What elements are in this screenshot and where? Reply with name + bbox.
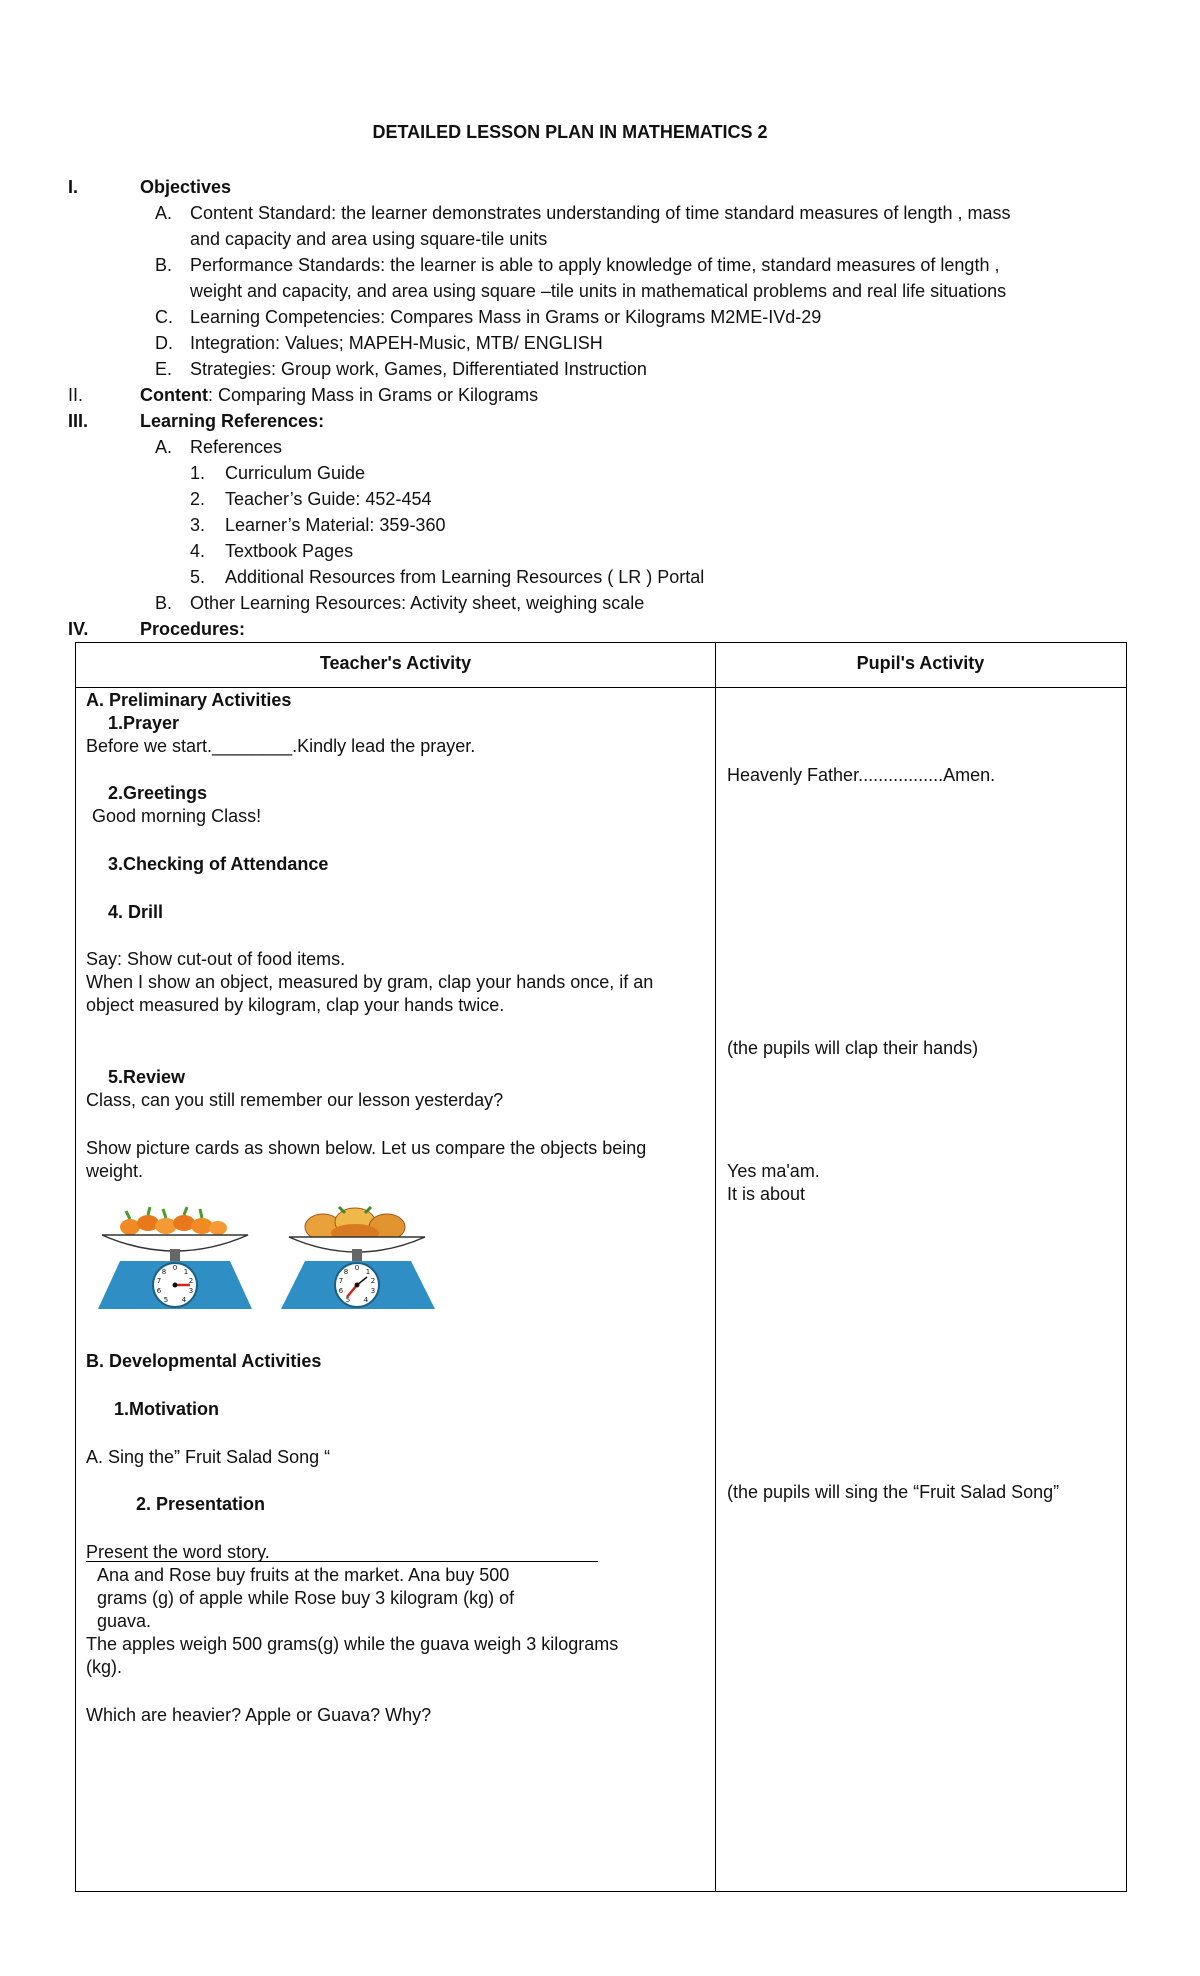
pupil-activity-header: Pupil's Activity	[856, 653, 985, 673]
pupil-clap-response: (the pupils will clap their hands)	[727, 1038, 979, 1058]
reference-item-text: Teacher’s Guide: 452-454	[225, 489, 432, 509]
svg-text:8: 8	[161, 1268, 167, 1276]
drill-heading: 4. Drill	[108, 902, 164, 922]
svg-text:3: 3	[188, 1287, 194, 1295]
svg-text:0: 0	[172, 1264, 178, 1272]
prayer-heading: 1.Prayer	[108, 713, 180, 733]
weigh-text-2: (kg).	[86, 1657, 122, 1677]
reference-item-text: Additional Resources from Learning Resources ( LR ) Portal	[225, 567, 705, 587]
pupil-about-response: It is about	[727, 1184, 806, 1204]
carrots-icon	[120, 1207, 227, 1235]
word-story-heading: Present the word story.	[86, 1542, 270, 1562]
reference-item-text: Curriculum Guide	[225, 463, 366, 483]
svg-text:1: 1	[183, 1268, 189, 1276]
svg-text:6: 6	[156, 1287, 162, 1295]
presentation-heading: 2. Presentation	[136, 1494, 266, 1514]
carrot-weighing-scale-image	[90, 1205, 260, 1315]
svg-text:3: 3	[370, 1287, 376, 1295]
picture-cards-text-2: weight.	[86, 1161, 144, 1181]
section-number-2: II.	[68, 385, 84, 405]
reference-item-text: Textbook Pages	[225, 541, 354, 561]
column-divider	[715, 643, 716, 1891]
review-heading: 5.Review	[108, 1067, 186, 1087]
objective-d-text: Integration: Values; MAPEH-Music, MTB/ ENGLISH	[190, 333, 603, 353]
svg-text:7: 7	[156, 1277, 162, 1285]
svg-text:8: 8	[343, 1268, 349, 1276]
reference-item-number: 4.	[190, 541, 206, 561]
svg-text:0: 0	[354, 1264, 360, 1272]
objective-e-label: E.	[155, 359, 173, 379]
section-number-4: IV.	[68, 619, 89, 639]
section-number-3: III.	[68, 411, 89, 431]
svg-text:6: 6	[338, 1287, 344, 1295]
svg-text:5: 5	[345, 1296, 351, 1304]
objective-c-text: Learning Competencies: Compares Mass in Grams or Kilograms M2ME-IVd-29	[190, 307, 822, 327]
header-divider	[76, 687, 1126, 688]
reference-item-number: 2.	[190, 489, 206, 509]
document-title: DETAILED LESSON PLAN IN MATHEMATICS 2	[372, 122, 768, 142]
references-b-label: B.	[155, 593, 173, 613]
references-a-text: References	[190, 437, 283, 457]
teacher-activity-header: Teacher's Activity	[319, 653, 472, 673]
references-b-text: Other Learning Resources: Activity sheet, weighing scale	[190, 593, 645, 613]
picture-cards-text-1: Show picture cards as shown below. Let us compare the objects being	[86, 1138, 647, 1158]
reference-item-text: Learner’s Material: 359-360	[225, 515, 446, 535]
references-a-label: A.	[155, 437, 173, 457]
pupil-sing-response: (the pupils will sing the “Fruit Salad Song”	[727, 1482, 1060, 1502]
greetings-heading: 2.Greetings	[108, 783, 208, 803]
review-text: Class, can you still remember our lesson yesterday?	[86, 1090, 504, 1110]
reference-item-number: 3.	[190, 515, 206, 535]
svg-text:5: 5	[163, 1296, 169, 1304]
story-underline	[86, 1561, 598, 1562]
reference-item-number: 1.	[190, 463, 206, 483]
prayer-text: Before we start.________.Kindly lead the prayer.	[86, 736, 476, 756]
svg-text:4: 4	[363, 1296, 369, 1304]
pupil-prayer-response: Heavenly Father.................Amen.	[727, 765, 996, 785]
drill-text-3: object measured by kilogram, clap your hands twice.	[86, 995, 505, 1015]
objective-a-label: A.	[155, 203, 173, 223]
preliminary-activities-heading: A. Preliminary Activities	[86, 690, 292, 710]
svg-text:1: 1	[365, 1268, 371, 1276]
greetings-text: Good morning Class!	[92, 806, 262, 826]
guava-weighing-scale-image	[275, 1205, 440, 1315]
objective-d-label: D.	[155, 333, 173, 353]
reference-item-number: 5.	[190, 567, 206, 587]
objectives-heading: Objectives	[140, 177, 232, 197]
story-line-2: grams (g) of apple while Rose buy 3 kilogram (kg) of	[97, 1588, 515, 1608]
pupil-yes-response: Yes ma'am.	[727, 1161, 820, 1181]
content-text: : Comparing Mass in Grams or Kilograms	[207, 385, 539, 405]
content-heading: Content	[140, 385, 208, 405]
procedures-heading: Procedures:	[140, 619, 246, 639]
svg-text:2: 2	[188, 1277, 194, 1285]
story-line-3: guava.	[97, 1611, 152, 1631]
objective-c-label: C.	[155, 307, 173, 327]
section-number-1: I.	[68, 177, 79, 197]
attendance-heading: 3.Checking of Attendance	[108, 854, 329, 874]
story-line-1: Ana and Rose buy fruits at the market. Ana buy 500	[97, 1565, 510, 1585]
motivation-text: A. Sing the” Fruit Salad Song “	[86, 1447, 331, 1467]
references-heading: Learning References:	[140, 411, 325, 431]
motivation-heading: 1.Motivation	[114, 1399, 220, 1419]
objective-a-line2: and capacity and area using square-tile units	[190, 229, 548, 249]
objective-b-line1: Performance Standards: the learner is able to apply knowledge of time, standard measures of length ,	[190, 255, 1000, 275]
developmental-activities-heading: B. Developmental Activities	[86, 1351, 322, 1371]
svg-text:4: 4	[181, 1296, 187, 1304]
objective-e-text: Strategies: Group work, Games, Differentiated Instruction	[190, 359, 647, 379]
drill-text-1: Say: Show cut-out of food items.	[86, 949, 346, 969]
svg-text:2: 2	[370, 1277, 376, 1285]
objective-a-line1: Content Standard: the learner demonstrates understanding of time standard measures of length , mass	[190, 203, 1011, 223]
objective-b-line2: weight and capacity, and area using square –tile units in mathematical problems and real life situations	[190, 281, 1007, 301]
question-text: Which are heavier? Apple or Guava? Why?	[86, 1705, 432, 1725]
weigh-text-1: The apples weigh 500 grams(g) while the guava weigh 3 kilograms	[86, 1634, 619, 1654]
drill-text-2: When I show an object, measured by gram, clap your hands once, if an	[86, 972, 654, 992]
objective-b-label: B.	[155, 255, 173, 275]
svg-text:7: 7	[338, 1277, 344, 1285]
content-line	[140, 382, 538, 408]
